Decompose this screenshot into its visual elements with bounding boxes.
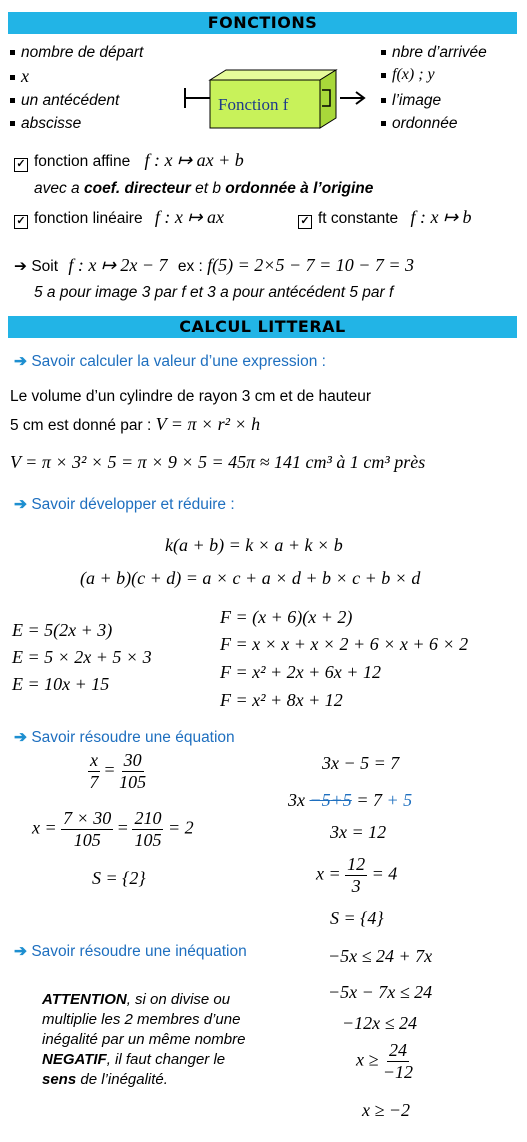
F-line-3: F = x² + 2x + 6x + 12: [220, 662, 381, 682]
constante-line: ✓ ft constante f : x ↦ b: [298, 207, 472, 229]
heading-inequation: ➔ Savoir résoudre une inéquation: [14, 943, 247, 960]
section-banner-fonctions: FONCTIONS: [8, 12, 517, 34]
F-line-1: F = (x + 6)(x + 2): [220, 607, 353, 627]
F-line-2: F = x × x + x × 2 + 6 × x + 6 × 2: [220, 634, 469, 654]
arrow-icon: ➔: [14, 729, 27, 746]
lineaire-line: ✓ fonction linéaire f : x ↦ ax: [14, 207, 224, 229]
ineq-line-4: x ≥ $\frac{24}{-12}$: [356, 1040, 414, 1082]
section-banner-calcul: CALCUL LITTERAL: [8, 316, 517, 338]
diagram-left-4: abscisse: [10, 115, 81, 133]
heading-equation: ➔ Savoir résoudre une équation: [14, 729, 235, 746]
affine-description: avec a coef. directeur et b ordonnée à l’origine: [34, 180, 374, 197]
affine-line: ✓ fonction affine f : x ↦ ax + b: [14, 150, 244, 172]
equation-solution-right: S = {4}: [330, 908, 384, 928]
arrow-icon: ➔: [14, 353, 27, 370]
checkbox-icon: ✓: [14, 158, 28, 172]
affine-formula: f : x ↦ ax + b: [144, 150, 244, 170]
E-line-1: E = 5(2x + 3): [12, 620, 113, 640]
arrow-icon: ➔: [14, 943, 27, 960]
heading-developper: ➔ Savoir développer et réduire :: [14, 496, 235, 513]
function-box-label: Fonction f: [218, 95, 289, 114]
diagram-right-1: nbre d’arrivée: [381, 44, 487, 62]
cylinder-text-1: Le volume d’un cylindre de rayon 3 cm et de hauteur: [10, 388, 372, 405]
checkbox-icon: ✓: [298, 215, 312, 229]
E-line-3: E = 10x + 15: [12, 674, 110, 694]
E-line-2: E = 5 × 2x + 5 × 3: [12, 647, 152, 667]
eq2-line-1: 3x − 5 = 7: [322, 753, 400, 773]
diagram-right-3: l’image: [381, 92, 441, 110]
eq2-line-2: 3x −5+5 = 7 + 5: [288, 790, 413, 810]
diagram-left-3: un antécédent: [10, 92, 119, 110]
ineq-final: x ≥ −2: [362, 1100, 411, 1120]
F-line-4: F = x² + 8x + 12: [220, 690, 343, 710]
ineq-line-2: −5x − 7x ≤ 24: [328, 982, 433, 1002]
diagram-right-2: f(x) ; y: [381, 66, 435, 84]
rule-simple: k(a + b) = k × a + k × b: [165, 535, 343, 555]
eq2-line-4: x = $\frac{12}{3}$ = 4: [316, 854, 398, 896]
arrow-icon: ➔: [14, 496, 27, 513]
equation-solution-left: S = {2}: [92, 868, 146, 888]
equation-solve-x: x = $\frac{7 \times 30}{105}$ = $\frac{210}{105}$ = 2: [32, 808, 194, 850]
diagram-left-1: nombre de départ: [10, 44, 143, 62]
ineq-line-1: −5x ≤ 24 + 7x: [328, 946, 433, 966]
attention-note: ATTENTION, si on divise ou multiplie les 2 membres d’une inégalité par un même nombre NEGATIF, il faut changer le sens de l’inégalité.: [42, 991, 246, 1088]
eq2-line-3: 3x = 12: [330, 822, 387, 842]
cylinder-calc: V = π × 3² × 5 = π × 9 × 5 = 45π ≈ 141 cm³ à 1 cm³ près: [10, 452, 426, 472]
arrow-icon: ➔: [14, 258, 27, 275]
cylinder-text-2: 5 cm est donné par : V = π × r² × h: [10, 414, 261, 434]
checkbox-icon: ✓: [14, 215, 28, 229]
equation-fractions: $\frac{x}{7}$ = $\frac{30}{105}$: [89, 750, 147, 792]
soit-line: ➔ Soit f : x ↦ 2x − 7 ex : f(5) = 2×5 − 7 = 10 − 7 = 3: [14, 255, 415, 275]
rule-double: (a + b)(c + d) = a × c + a × d + b × c + b × d: [80, 568, 421, 588]
ineq-line-3: −12x ≤ 24: [342, 1013, 418, 1033]
soit-sentence: 5 a pour image 3 par f et 3 a pour antécédent 5 par f: [34, 284, 394, 301]
diagram-right-4: ordonnée: [381, 115, 458, 133]
heading-valeur: ➔ Savoir calculer la valeur d’une expression :: [14, 353, 326, 370]
diagram-left-2: x: [10, 66, 29, 87]
